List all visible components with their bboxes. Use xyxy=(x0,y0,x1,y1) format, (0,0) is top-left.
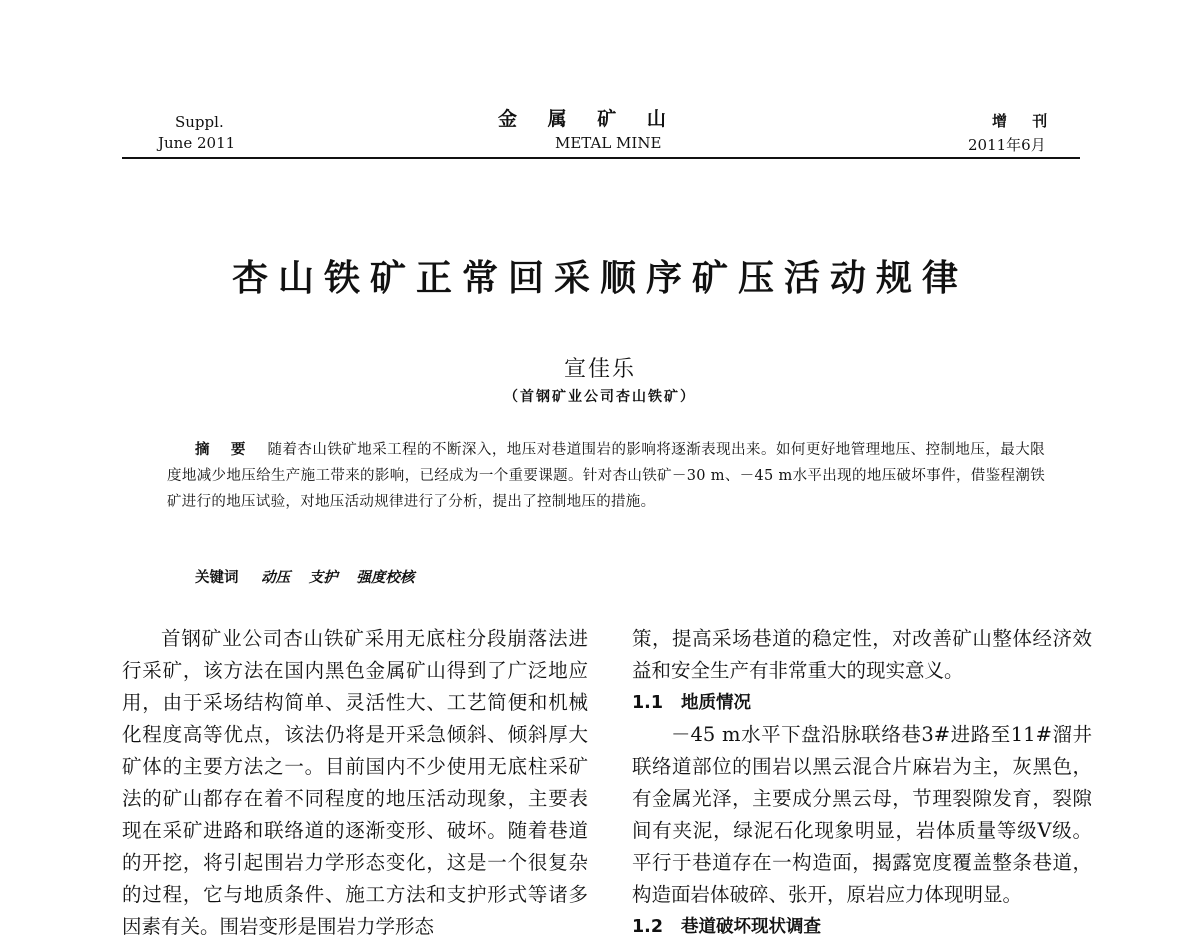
keyword-item: 动压 xyxy=(261,569,291,586)
section-title: 地质情况 xyxy=(681,693,752,713)
abstract-label: 摘 要 xyxy=(195,441,254,458)
issue-date-en: June 2011 xyxy=(158,134,236,152)
author-affiliation: （首钢矿业公司杏山铁矿） xyxy=(504,389,696,405)
keywords-label: 关键词 xyxy=(195,569,239,586)
body-right-column xyxy=(632,623,1092,943)
section-number: 1.2 xyxy=(632,917,664,937)
keyword-item: 强度校核 xyxy=(356,569,415,586)
article-title: 杏山铁矿正常回采顺序矿压活动规律 xyxy=(231,257,968,299)
section-paragraph: －45 m水平下盘沿脉联络巷3#进路至11#溜井联络道部位的围岩以黑云混合片麻岩为主，灰黑色，有金属光泽，主要成分黑云母，节理裂隙发育，裂隙间有夹泥，绿泥石化现象明显，岩体质量等级Ⅴ级。平行于巷道存在一构造面，揭露宽度覆盖整条巷道，构造面岩体破碎、张开，原岩应力体现明显。 xyxy=(632,723,1092,906)
section-title: 巷道破坏现状调查 xyxy=(681,917,822,937)
keywords xyxy=(195,566,428,587)
author-name: 宣佳乐 xyxy=(563,357,636,382)
journal-name-cn: 金 属 矿 山 xyxy=(498,108,678,130)
journal-name-en: METAL MINE xyxy=(555,134,662,152)
section-number: 1.1 xyxy=(632,693,664,713)
body-left-column xyxy=(122,623,588,943)
abstract xyxy=(167,437,1045,515)
section-heading xyxy=(632,687,1092,719)
intro-paragraph-continued: 策，提高采场巷道的稳定性，对改善矿山整体经济效益和安全生产有非常重大的现实意义。 xyxy=(632,627,1092,682)
header-rule xyxy=(122,157,1080,159)
intro-paragraph: 首钢矿业公司杏山铁矿采用无底柱分段崩落法进行采矿，该方法在国内黑色金属矿山得到了广泛地应用，由于采场结构简单、灵活性大、工艺简便和机械化程度高等优点，该法仍将是开采急倾斜、倾斜厚大矿体的主要方法之一。目前国内不少使用无底柱采矿法的矿山都存在着不同程度的地压活动现象，主要表现在采矿进路和联络道的逐渐变形、破坏。随着巷道的开挖，将引起围岩力学形态变化，这是一个很复杂的过程，它与地质条件、施工方法和支护形式等诸多因素有关。围岩变形是围岩力学形态 xyxy=(122,627,588,938)
abstract-text: 随着杏山铁矿地采工程的不断深入，地压对巷道围岩的影响将逐渐表现出来。如何更好地管理地压、控制地压，最大限度地减少地压给生产施工带来的影响，已经成为一个重要课题。针对杏山铁矿－30 m、－45 m水平出现的地压破坏事件，借鉴程潮铁矿进行的地压试验，对地压活动规律进行了分析，提出了控制地压的措施。 xyxy=(167,442,1045,510)
journal-supplement-label: Suppl. xyxy=(175,113,224,131)
issue-date-cn: 2011年6月 xyxy=(968,136,1046,154)
supplement-label-cn: 增 刊 xyxy=(992,112,1058,130)
keyword-item: 支护 xyxy=(308,569,338,586)
section-heading xyxy=(632,911,1092,943)
